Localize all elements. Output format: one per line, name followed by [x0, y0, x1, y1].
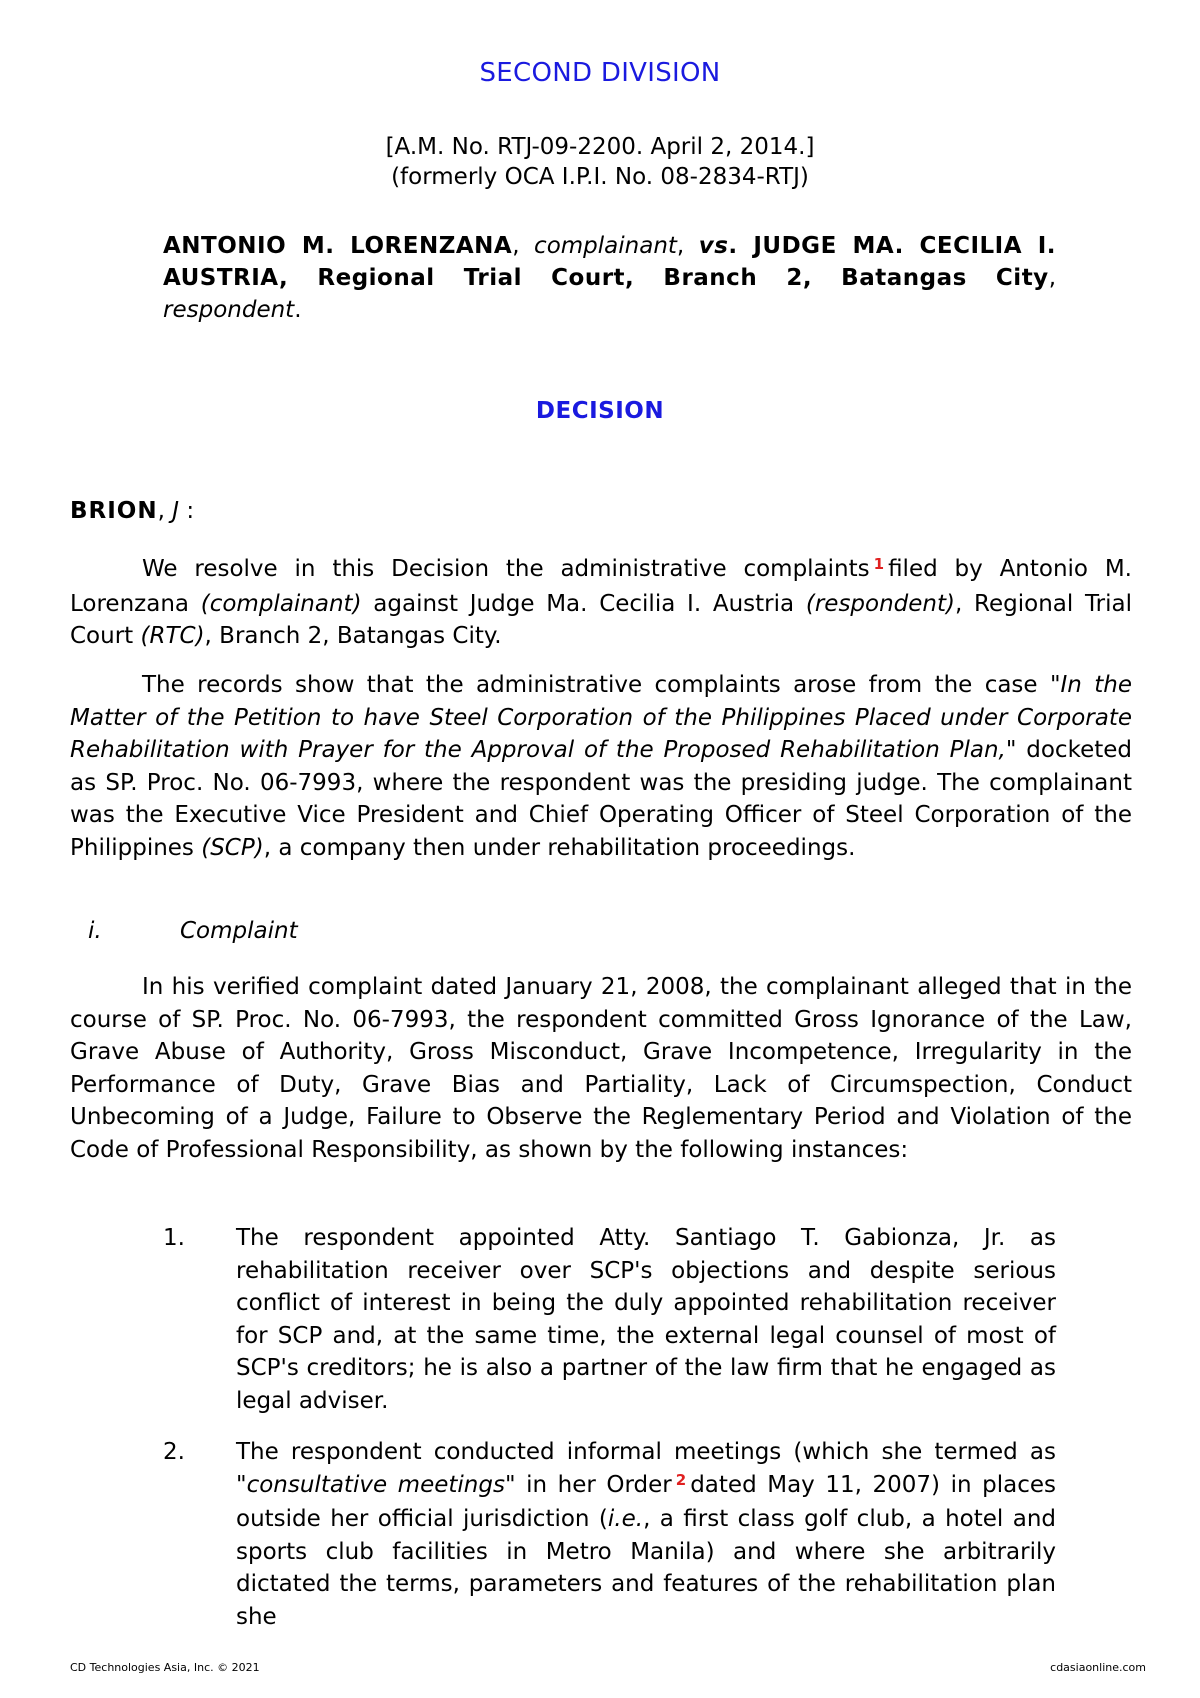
section-number: i. [88, 918, 102, 944]
footer-site: cdasiaonline.com [1050, 1661, 1146, 1674]
footer-copyright: CD Technologies Asia, Inc. © 2021 [70, 1661, 260, 1674]
respondent-role: respondent [163, 297, 295, 323]
case-number-block [0, 132, 1200, 192]
ponente: BRION, J : [70, 498, 195, 524]
footnote-2-link[interactable]: 2 [675, 1470, 687, 1489]
list-item-text: The respondent conducted informal meetings (which she termed as "consultative meetings" in her Order $^2$ dated May 11, 2007) in places outside her official jurisdiction (i.e., a first class golf club, a hotel and sports club facilities in Metro Manila) and where she arbitrarily dictated the terms, parameters and features of the rehabilitation plan she [236, 1439, 1056, 1630]
list-item-number: 2. [163, 1439, 185, 1465]
list-item [163, 1436, 1056, 1634]
versus: vs [698, 233, 729, 259]
case-title: "In the Matter of the Petition to have Steel Corporation of the Philippines Placed under Corporate Rehabilitation with Prayer for the Approval of the Proposed Rehabilitation Plan," [70, 672, 1132, 764]
ponente-name: BRION [70, 498, 158, 524]
respondent-name: JUDGE MA. CECILIA I. AUSTRIA, Regional Trial Court, Branch 2, Batangas City [163, 233, 1057, 291]
ponente-title: J [172, 498, 180, 524]
case-number: [A.M. No. RTJ-09-2200. April 2, 2014.] [385, 134, 815, 160]
list-item [163, 1222, 1056, 1418]
section-heading-complaint [88, 918, 298, 944]
decision-title: DECISION [535, 398, 665, 424]
list-item-number: 1. [163, 1225, 185, 1251]
case-parties: ANTONIO M. LORENZANA, complainant, vs. JUDGE MA. CECILIA I. AUSTRIA, Regional Trial Court, Branch 2, Batangas City, respondent. [163, 233, 1057, 323]
former-case-number: (formerly OCA I.P.I. No. 08-2834-RTJ) [391, 164, 809, 190]
list-item-text: The respondent appointed Atty. Santiago T. Gabionza, Jr. as rehabilitation receiver over SCP's objections and despite serious conflict of interest in being the duly appointed rehabilitation receiver for SCP and, at the same time, the external legal counsel of most of SCP's creditors; he is also a partner of the law firm that he engaged as legal adviser. [236, 1225, 1056, 1414]
complainant-role: complainant [534, 233, 677, 259]
paragraph-1: We resolve in this Decision the administrative complaints $^1$ filed by Antonio M. Lorenzana (complainant) against Judge Ma. Cecilia I. Austria (respondent), Regional Trial Court (RTC), Branch 2, Batangas City. [70, 555, 1132, 650]
footnote-1-link[interactable]: 1 [873, 555, 885, 573]
complainant-name: ANTONIO M. LORENZANA [163, 233, 513, 259]
paragraph-3: In his verified complaint dated January 21, 2008, the complainant alleged that in the course of SP. Proc. No. 06-7993, the respondent committed Gross Ignorance of the Law, Grave Abuse of Authority, Gross Misconduct, Grave Incompetence, Irregularity in the Performance of Duty, Grave Bias and Partiality, Lack of Circumspection, Conduct Unbecoming of a Judge, Failure to Observe the Reglementary Period and Violation of the Code of Professional Responsibility, as shown by the following instances: [70, 974, 1132, 1163]
paragraph-2: The records show that the administrative complaints arose from the case "In the Matter of the Petition to have Steel Corporation of the Philippines Placed under Corporate Rehabilitation with Prayer for the Approval of the Proposed Rehabilitation Plan," docketed as SP. Proc. No. 06-7993, where the respondent was the presiding judge. The complainant was the Executive Vice President and Chief Operating Officer of Steel Corporation of the Philippines (SCP), a company then under rehabilitation proceedings. [70, 672, 1132, 861]
division-heading: SECOND DIVISION [479, 58, 721, 88]
section-title: Complaint [180, 918, 298, 944]
